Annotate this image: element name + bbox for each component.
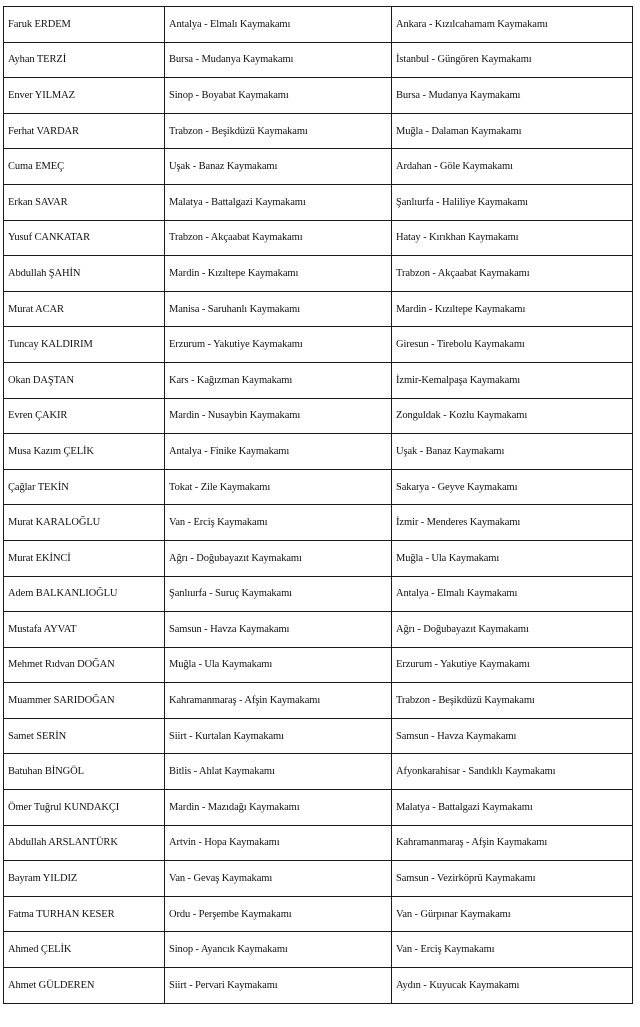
- current-post-cell: Trabzon - Akçaabat Kaymakamı: [165, 220, 392, 256]
- new-post-cell: Mardin - Kızıltepe Kaymakamı: [392, 291, 633, 327]
- official-name-cell: Okan DAŞTAN: [4, 362, 165, 398]
- table-row: [4, 861, 633, 897]
- new-post-cell: Giresun - Tirebolu Kaymakamı: [392, 327, 633, 363]
- new-post-cell: Van - Erciş Kaymakamı: [392, 932, 633, 968]
- current-post-cell: Antalya - Finike Kaymakamı: [165, 434, 392, 470]
- table-row: [4, 42, 633, 78]
- new-post-cell: Afyonkarahisar - Sandıklı Kaymakamı: [392, 754, 633, 790]
- new-post-cell: Malatya - Battalgazi Kaymakamı: [392, 790, 633, 826]
- official-name-cell: Ömer Tuğrul KUNDAKÇI: [4, 790, 165, 826]
- current-post-cell: Trabzon - Beşikdüzü Kaymakamı: [165, 113, 392, 149]
- official-name-cell: Ahmed ÇELİK: [4, 932, 165, 968]
- current-post-cell: Kahramanmaraş - Afşin Kaymakamı: [165, 683, 392, 719]
- new-post-cell: Sakarya - Geyve Kaymakamı: [392, 469, 633, 505]
- table-row: [4, 256, 633, 292]
- new-post-cell: Aydın - Kuyucak Kaymakamı: [392, 968, 633, 1004]
- current-post-cell: Bursa - Mudanya Kaymakamı: [165, 42, 392, 78]
- current-post-cell: Siirt - Kurtalan Kaymakamı: [165, 718, 392, 754]
- official-name-cell: Ayhan TERZİ: [4, 42, 165, 78]
- new-post-cell: Ağrı - Doğubayazıt Kaymakamı: [392, 612, 633, 648]
- table-row: [4, 327, 633, 363]
- official-name-cell: Mustafa AYVAT: [4, 612, 165, 648]
- official-name-cell: Bayram YILDIZ: [4, 861, 165, 897]
- official-name-cell: Çağlar TEKİN: [4, 469, 165, 505]
- current-post-cell: Sinop - Boyabat Kaymakamı: [165, 78, 392, 114]
- official-name-cell: Mehmet Rıdvan DOĞAN: [4, 647, 165, 683]
- new-post-cell: Şanlıurfa - Haliliye Kaymakamı: [392, 184, 633, 220]
- table-row: [4, 718, 633, 754]
- new-post-cell: Trabzon - Beşikdüzü Kaymakamı: [392, 683, 633, 719]
- current-post-cell: Sinop - Ayancık Kaymakamı: [165, 932, 392, 968]
- current-post-cell: Van - Erciş Kaymakamı: [165, 505, 392, 541]
- current-post-cell: Manisa - Saruhanlı Kaymakamı: [165, 291, 392, 327]
- new-post-cell: Samsun - Havza Kaymakamı: [392, 718, 633, 754]
- current-post-cell: Ordu - Perşembe Kaymakamı: [165, 896, 392, 932]
- new-post-cell: İzmir-Kemalpaşa Kaymakamı: [392, 362, 633, 398]
- table-row: [4, 505, 633, 541]
- table-row: [4, 754, 633, 790]
- table-row: [4, 790, 633, 826]
- current-post-cell: Samsun - Havza Kaymakamı: [165, 612, 392, 648]
- current-post-cell: Uşak - Banaz Kaymakamı: [165, 149, 392, 185]
- official-name-cell: Abdullah ARSLANTÜRK: [4, 825, 165, 861]
- official-name-cell: Muammer SARIDOĞAN: [4, 683, 165, 719]
- table-row: [4, 683, 633, 719]
- official-name-cell: Cuma EMEÇ: [4, 149, 165, 185]
- current-post-cell: Mardin - Mazıdağı Kaymakamı: [165, 790, 392, 826]
- new-post-cell: Ardahan - Göle Kaymakamı: [392, 149, 633, 185]
- official-name-cell: Samet SERİN: [4, 718, 165, 754]
- new-post-cell: Uşak - Banaz Kaymakamı: [392, 434, 633, 470]
- official-name-cell: Ahmet GÜLDEREN: [4, 968, 165, 1004]
- official-name-cell: Yusuf CANKATAR: [4, 220, 165, 256]
- table-row: [4, 184, 633, 220]
- official-name-cell: Batuhan BİNGÖL: [4, 754, 165, 790]
- current-post-cell: Kars - Kağızman Kaymakamı: [165, 362, 392, 398]
- table-row: [4, 362, 633, 398]
- official-name-cell: Musa Kazım ÇELİK: [4, 434, 165, 470]
- table-row: [4, 469, 633, 505]
- official-name-cell: Enver YILMAZ: [4, 78, 165, 114]
- official-name-cell: Ferhat VARDAR: [4, 113, 165, 149]
- table-row: [4, 220, 633, 256]
- new-post-cell: Muğla - Dalaman Kaymakamı: [392, 113, 633, 149]
- new-post-cell: Hatay - Kırıkhan Kaymakamı: [392, 220, 633, 256]
- new-post-cell: İzmir - Menderes Kaymakamı: [392, 505, 633, 541]
- official-name-cell: Erkan SAVAR: [4, 184, 165, 220]
- new-post-cell: Antalya - Elmalı Kaymakamı: [392, 576, 633, 612]
- current-post-cell: Şanlıurfa - Suruç Kaymakamı: [165, 576, 392, 612]
- table-row: [4, 78, 633, 114]
- current-post-cell: Mardin - Kızıltepe Kaymakamı: [165, 256, 392, 292]
- new-post-cell: Trabzon - Akçaabat Kaymakamı: [392, 256, 633, 292]
- official-name-cell: Murat KARALOĞLU: [4, 505, 165, 541]
- table-row: [4, 576, 633, 612]
- table-row: [4, 398, 633, 434]
- table-row: [4, 291, 633, 327]
- new-post-cell: Samsun - Vezirköprü Kaymakamı: [392, 861, 633, 897]
- current-post-cell: Erzurum - Yakutiye Kaymakamı: [165, 327, 392, 363]
- current-post-cell: Malatya - Battalgazi Kaymakamı: [165, 184, 392, 220]
- current-post-cell: Bitlis - Ahlat Kaymakamı: [165, 754, 392, 790]
- official-name-cell: Tuncay KALDIRIM: [4, 327, 165, 363]
- current-post-cell: Tokat - Zile Kaymakamı: [165, 469, 392, 505]
- new-post-cell: Erzurum - Yakutiye Kaymakamı: [392, 647, 633, 683]
- table-row: [4, 113, 633, 149]
- official-name-cell: Faruk ERDEM: [4, 7, 165, 43]
- official-name-cell: Murat EKİNCİ: [4, 540, 165, 576]
- table-row: [4, 149, 633, 185]
- appointment-table: [3, 6, 633, 1004]
- table-row: [4, 647, 633, 683]
- current-post-cell: Siirt - Pervari Kaymakamı: [165, 968, 392, 1004]
- new-post-cell: Zonguldak - Kozlu Kaymakamı: [392, 398, 633, 434]
- new-post-cell: Muğla - Ula Kaymakamı: [392, 540, 633, 576]
- appointment-table-body: [4, 7, 633, 1004]
- current-post-cell: Ağrı - Doğubayazıt Kaymakamı: [165, 540, 392, 576]
- official-name-cell: Murat ACAR: [4, 291, 165, 327]
- table-row: [4, 896, 633, 932]
- current-post-cell: Antalya - Elmalı Kaymakamı: [165, 7, 392, 43]
- new-post-cell: Ankara - Kızılcahamam Kaymakamı: [392, 7, 633, 43]
- current-post-cell: Van - Gevaş Kaymakamı: [165, 861, 392, 897]
- table-row: [4, 932, 633, 968]
- table-row: [4, 968, 633, 1004]
- new-post-cell: İstanbul - Güngören Kaymakamı: [392, 42, 633, 78]
- current-post-cell: Artvin - Hopa Kaymakamı: [165, 825, 392, 861]
- new-post-cell: Van - Gürpınar Kaymakamı: [392, 896, 633, 932]
- official-name-cell: Fatma TURHAN KESER: [4, 896, 165, 932]
- current-post-cell: Mardin - Nusaybin Kaymakamı: [165, 398, 392, 434]
- new-post-cell: Bursa - Mudanya Kaymakamı: [392, 78, 633, 114]
- table-row: [4, 434, 633, 470]
- official-name-cell: Adem BALKANLIOĞLU: [4, 576, 165, 612]
- current-post-cell: Muğla - Ula Kaymakamı: [165, 647, 392, 683]
- new-post-cell: Kahramanmaraş - Afşin Kaymakamı: [392, 825, 633, 861]
- table-row: [4, 540, 633, 576]
- official-name-cell: Evren ÇAKIR: [4, 398, 165, 434]
- table-row: [4, 612, 633, 648]
- official-name-cell: Abdullah ŞAHİN: [4, 256, 165, 292]
- table-row: [4, 7, 633, 43]
- table-row: [4, 825, 633, 861]
